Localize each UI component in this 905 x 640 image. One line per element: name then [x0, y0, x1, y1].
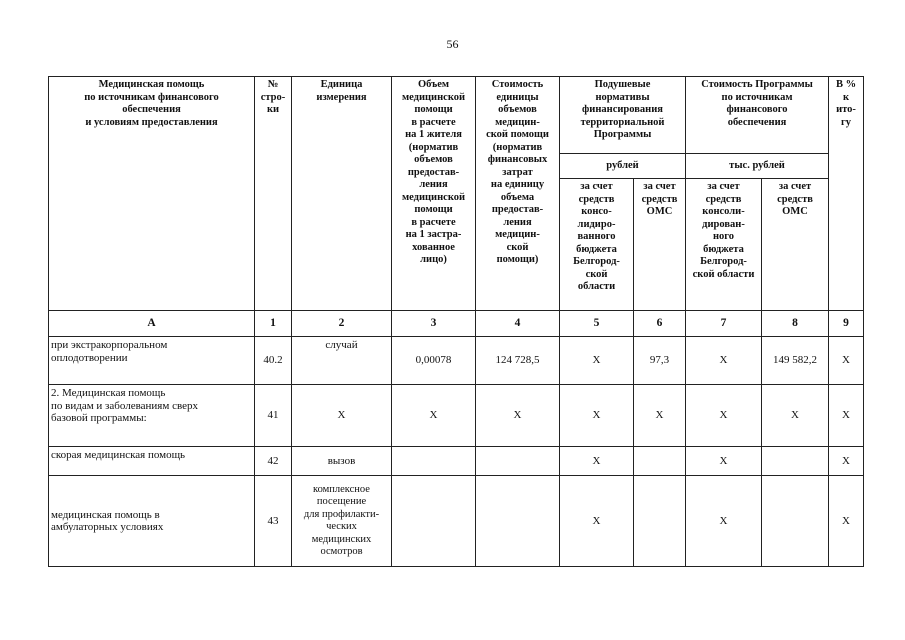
header-volume: Объем медицинской помощи в расчете на 1 жителя (норматив объемов предостав- ления медицинской помощи в расчете на 1 застра- хованное лицо): [392, 77, 476, 311]
row-regional-norm: Х: [560, 447, 634, 476]
header-care-type: Медицинская помощь по источникам финансового обеспечения и условиям предоставления: [49, 77, 255, 311]
column-index: 9: [829, 311, 864, 337]
header-percent-total: В % к ито- гу: [829, 77, 864, 311]
row-percent: Х: [829, 447, 864, 476]
row-oms-cost: Х: [762, 385, 829, 447]
column-index: 4: [476, 311, 560, 337]
header-regional-budget-cost: за счет средств консоли- дирован- ного бюджета Белгород- ской области: [686, 179, 762, 311]
row-label: скорая медицинская помощь: [49, 447, 255, 476]
column-index: 6: [634, 311, 686, 337]
column-index: 3: [392, 311, 476, 337]
header-oms-norm: за счет средств ОМС: [634, 179, 686, 311]
row-unit-cost: 124 728,5: [476, 337, 560, 385]
row-volume: [392, 476, 476, 567]
row-oms-norm: Х: [634, 385, 686, 447]
table-row: [49, 385, 864, 447]
row-oms-norm: [634, 476, 686, 567]
row-number: 40.2: [255, 337, 292, 385]
row-regional-cost: Х: [686, 337, 762, 385]
row-label: 2. Медицинская помощь по видам и заболеваниям сверх базовой программы:: [49, 385, 255, 447]
column-index: А: [49, 311, 255, 337]
header-unit-rubles: рублей: [560, 154, 686, 179]
row-regional-cost: Х: [686, 385, 762, 447]
row-oms-norm: [634, 447, 686, 476]
row-unit: вызов: [292, 447, 392, 476]
row-percent: Х: [829, 337, 864, 385]
row-number: 42: [255, 447, 292, 476]
header-unit: Единица измерения: [292, 77, 392, 311]
table-row: [49, 476, 864, 567]
column-index: 7: [686, 311, 762, 337]
row-regional-cost: Х: [686, 447, 762, 476]
row-volume: [392, 447, 476, 476]
row-oms-cost: [762, 476, 829, 567]
row-oms-cost: 149 582,2: [762, 337, 829, 385]
column-index: 5: [560, 311, 634, 337]
header-oms-cost: за счет средств ОМС: [762, 179, 829, 311]
table-row: [49, 337, 864, 385]
row-volume: Х: [392, 385, 476, 447]
column-index-row: [49, 311, 864, 337]
header-unit-thousand-rubles: тыс. рублей: [686, 154, 829, 179]
row-unit: случай: [292, 337, 392, 385]
row-number: 43: [255, 476, 292, 567]
row-unit: комплексное посещение для профилакти- ческих медицинских осмотров: [292, 476, 392, 567]
row-percent: Х: [829, 476, 864, 567]
row-volume: 0,00078: [392, 337, 476, 385]
row-unit-cost: [476, 447, 560, 476]
row-unit-cost: Х: [476, 385, 560, 447]
row-number: 41: [255, 385, 292, 447]
table-row: [49, 447, 864, 476]
financing-table: [48, 76, 864, 567]
header-program-cost: Стоимость Программы по источникам финансового обеспечения: [686, 77, 829, 154]
row-oms-cost: [762, 447, 829, 476]
row-label: медицинская помощь в амбулаторных условиях: [49, 476, 255, 567]
header-unit-cost: Стоимость единицы объемов медицин- ской помощи (норматив финансовых затрат на единицу объема предостав- ления медицин- ской помощи): [476, 77, 560, 311]
row-unit: Х: [292, 385, 392, 447]
header-regional-budget-norm: за счет средств консо- лидиро- ванного бюджета Белгород- ской области: [560, 179, 634, 311]
row-percent: Х: [829, 385, 864, 447]
row-regional-norm: Х: [560, 476, 634, 567]
row-oms-norm: 97,3: [634, 337, 686, 385]
header-row-number: № стро- ки: [255, 77, 292, 311]
row-regional-norm: Х: [560, 385, 634, 447]
header-per-capita-norms: Подушевые нормативы финансирования территориальной Программы: [560, 77, 686, 154]
row-unit-cost: [476, 476, 560, 567]
column-index: 2: [292, 311, 392, 337]
row-label: при экстракорпоральном оплодотворении: [49, 337, 255, 385]
row-regional-cost: Х: [686, 476, 762, 567]
column-index: 8: [762, 311, 829, 337]
page-number: 56: [446, 37, 459, 51]
column-index: 1: [255, 311, 292, 337]
row-regional-norm: Х: [560, 337, 634, 385]
